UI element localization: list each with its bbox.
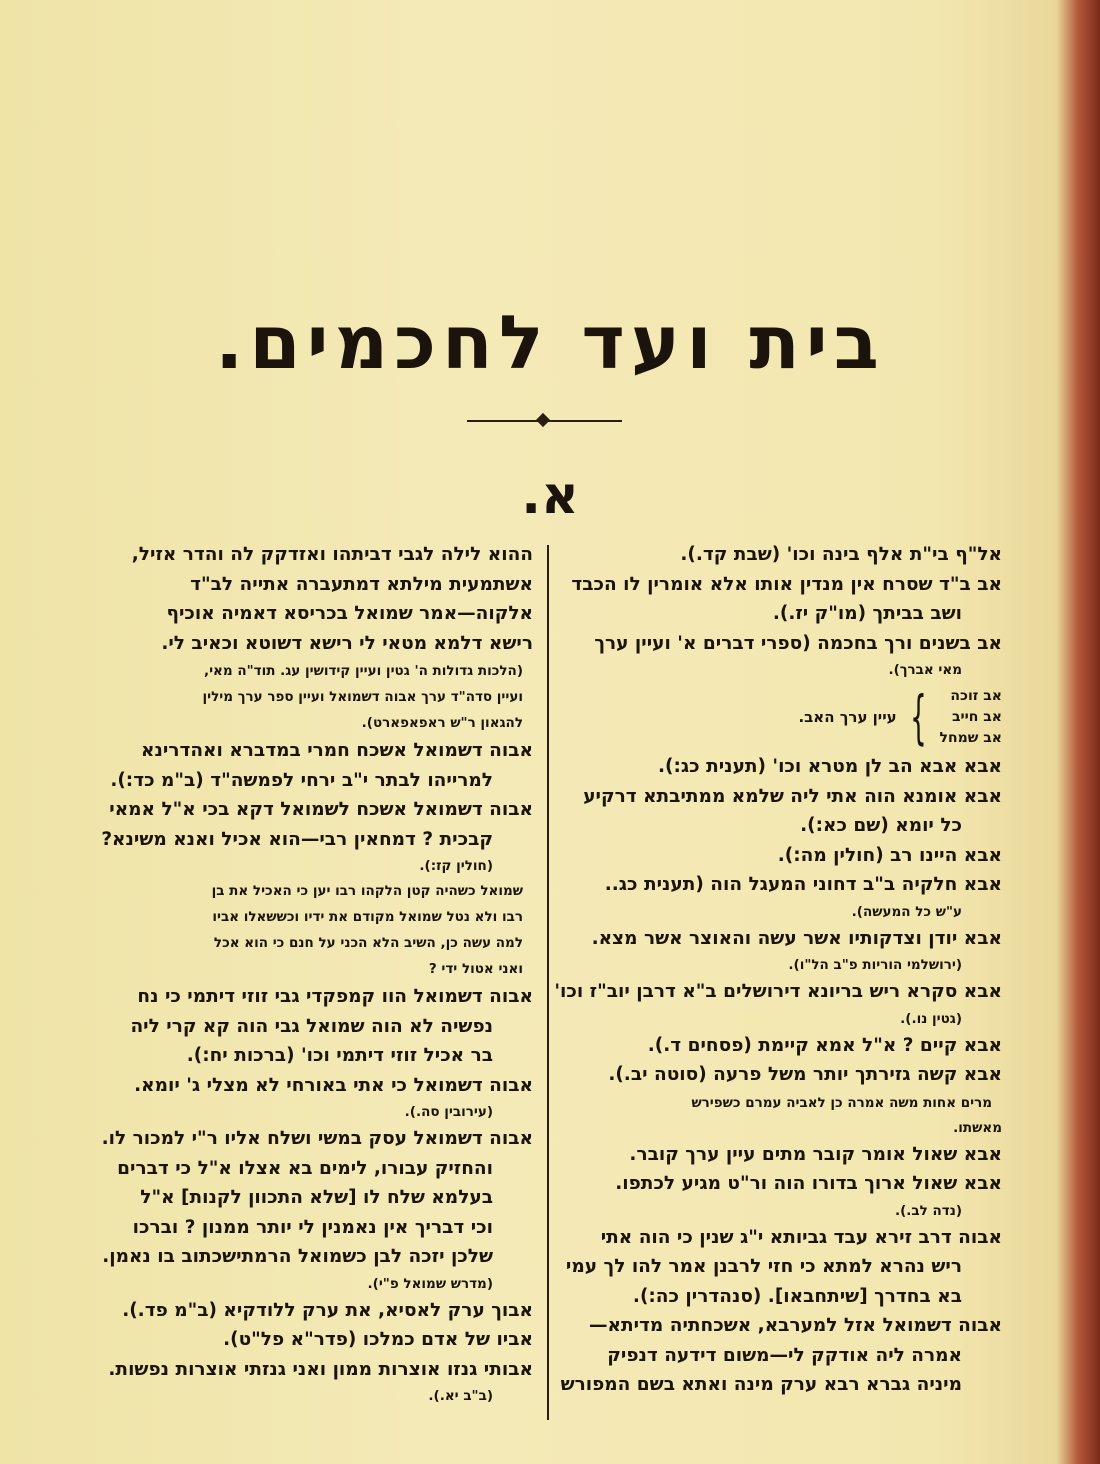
page-title: בית ועד לחכמים.: [215, 300, 885, 386]
note-line: להגאון ר"ש ראפאפארט).: [361, 715, 523, 731]
entry-continuation: ושב בביתך (מו"ק יז.).: [772, 603, 962, 624]
entry-line: אל"ף בי"ת אלף בינה וכו' (שבת קד.).: [680, 544, 1002, 565]
entry-line: אבא היינו רב (חולין מה:).: [777, 844, 1002, 866]
brace-entry-group: [572, 682, 1002, 752]
note-line: מרים אחות משה אמרה כן לאביה עמרם כשפירש: [691, 1094, 992, 1111]
citation-line: (גטין נו.).: [900, 1010, 962, 1027]
entry-line: אבא שאול אומר קובר מתים עיין ערך קובר.: [629, 1143, 1002, 1165]
entry-continuation: למרייהו לבתר י"ב ירחי לפמשה"ד (ב"מ כד:).: [110, 769, 493, 791]
note-line: למה עשה כן, השיב הלא הכני על חנם כי הוא אכל: [213, 935, 523, 951]
citation-line: (ב"ב יא.).: [428, 1388, 493, 1404]
column-divider: [547, 545, 549, 1420]
note-line: שמואל כשהיה קטן הלקהו רבו יען כי האכיל את בן: [211, 883, 523, 899]
entry-line: אבא אבא הב לן מטרא וכו' (תענית כג:).: [658, 756, 1002, 777]
entry-line: אבוך ערק לאסיא, את ערק ללודקיא (ב"מ פד.).: [122, 1299, 533, 1321]
note-line: רבו ולא נטל שמואל מקודם את ידיו וכששאלו אביו: [212, 909, 523, 925]
citation-line: (עירובין סה.).: [404, 1104, 493, 1120]
entry-continuation: בא בחדרך [שיתחבאו]. (סנהדרין כה:).: [632, 1285, 962, 1307]
entry-continuation: נפשיה לא הוה שמואל גבי הוה קא קרי ליה: [130, 1015, 493, 1037]
citation-line: (נדה לב.).: [894, 1202, 962, 1219]
entry-line: אביו של אדם כמלכו (פדר"א פל"ט).: [223, 1329, 533, 1350]
entry-line: אבוה דשמואל עסק במשי ושלח אליו ר"י למכור לו.: [101, 1128, 533, 1149]
diamond-ornament: [536, 413, 550, 427]
entry-line: אבא סקרא ריש בריונא דירושלים ב"א דרבן יוב"ז וכו': [554, 981, 1002, 1002]
entry-line: אבא יודן וצדקותיו אשר עשה והאוצר אשר מצא.: [591, 927, 1002, 949]
entry-line: אב ב"ד שסרח אין מנדין אותו אלא אומרין לו הכבד: [571, 573, 1002, 595]
note-line: ועיין סדה"ד ערך אבוה דשמואל ועיין ספר ערך מילין: [202, 689, 523, 705]
citation-line: (חולין קז:).: [419, 858, 493, 874]
entry-line: אבא קיים ? א"ל אמא קיימת (פסחים ד.).: [647, 1034, 1002, 1056]
ornament-divider: [467, 420, 622, 422]
entry-line: אבוה דשמואל הוו קמפקדי גבי זוזי דיתמי כי נח: [137, 986, 533, 1007]
section-letter: א.: [521, 466, 579, 526]
entry-line: אבוה דשמואל אשכח חמרי במדברא ואהדרינא: [141, 740, 533, 761]
citation-line: (ירושלמי הוריות פ"ב הל"ו).: [788, 957, 962, 973]
right-column: [554, 540, 1002, 1400]
brace-item: אב חייב: [951, 708, 1002, 725]
entry-line: אבא קשה גזירתך יותר משל פרעה (סוטה יב.).: [608, 1064, 1002, 1085]
brace-item: אב זוכה: [950, 687, 1002, 704]
entry-line: אבא שאול ארוך בדורו הוה ור"ט מגיע לכתפו.: [615, 1173, 1002, 1194]
entry-line: אב בשנים ורך בחכמה (ספרי דברים א' ועיין ערך: [594, 632, 1002, 654]
brace-item: אב שמחל: [939, 729, 1002, 746]
entry-line: ההוא לילה לגבי דביתהו ואזדקק לה והדר אזיל,: [131, 544, 533, 565]
entry-line: אבוה דשמואל אזל למערבא, אשכחתיה מדיתא—: [589, 1315, 1002, 1336]
entry-line: רישא דלמא מטאי לי רישא דשוטא וכאיב לי.: [161, 632, 533, 654]
entry-continuation: בעלמא שלח לו [שלא התכוון לקנות] א"ל: [140, 1187, 493, 1208]
note-line: מאשתו.: [953, 1119, 1002, 1136]
entry-line: אשתמעית מילתא דמתעברה אתייה לב"ד: [190, 573, 533, 595]
entry-line: אבא חלקיה ב"ב דחוני המעגל הוה (תענית כג..: [604, 874, 1002, 895]
brace-reference: עיין ערך האב.: [798, 708, 897, 726]
entry-continuation: מיניה גברא רבא ערק מינה ואתא בשם המפורש: [560, 1374, 962, 1395]
entry-line: אבוה דרב זירא עבד גביותא י"ג שנין כי הוה אתי: [600, 1226, 1002, 1248]
entry-line: אבוה דשמואל אשכח לשמואל דקא בכי א"ל אמאי: [109, 799, 533, 820]
entry-continuation: בר אכיל זוזי דיתמי וכו' (ברכות יח:).: [186, 1045, 493, 1066]
entry-continuation: כל יומא (שם כא:).: [800, 815, 962, 836]
entry-line: אלקוה—אמר שמואל בכריסא דאמיה אוכיף: [166, 603, 533, 624]
note-line: ואני אטול ידי ?: [428, 961, 523, 977]
entry-continuation: שלכן יזכה לבן כשמואל הרמתישכתוב בו נאמן.: [102, 1246, 493, 1267]
citation-line: מאי אברך).: [888, 662, 962, 678]
citation-line: ע"ש כל המעשה).: [851, 903, 962, 920]
left-column: [103, 540, 533, 1408]
entry-continuation: אמרה ליה אודקק לי—משום דידעה דנפיק: [607, 1344, 962, 1366]
entry-line: אבותי גנזו אוצרות ממון ואני גנזתי אוצרות נפשות.: [108, 1358, 533, 1380]
entry-continuation: קבכית ? דמחאין רבי—הוא אכיל ואנא משינא?: [101, 828, 493, 850]
brace-symbol: }: [909, 683, 927, 751]
entry-line: אבוה דשמואל כי אתי באורחי לא מצלי ג' יומא.: [134, 1074, 533, 1096]
entry-continuation: וכי דבריך אין נאמנין לי יותר ממנון ? וברכו: [132, 1216, 493, 1238]
note-line: (הלכות גדולות ה' גטין ועיין קידושין עג. תוד"ה מאי,: [203, 663, 523, 679]
entry-line: אבא אומנא הוה אתי ליה שלמא ממתיבתא דרקיע: [583, 785, 1002, 807]
brace-items: [940, 686, 1002, 749]
entry-continuation: ריש נהרא למתא כי חזי לרבנן אמר להו לך עמי: [565, 1256, 962, 1277]
citation-line: (מדרש שמואל פ"י).: [367, 1275, 493, 1292]
entry-continuation: והחזיק עבורו, לימים בא אצלו א"ל כי דברים: [117, 1157, 493, 1179]
